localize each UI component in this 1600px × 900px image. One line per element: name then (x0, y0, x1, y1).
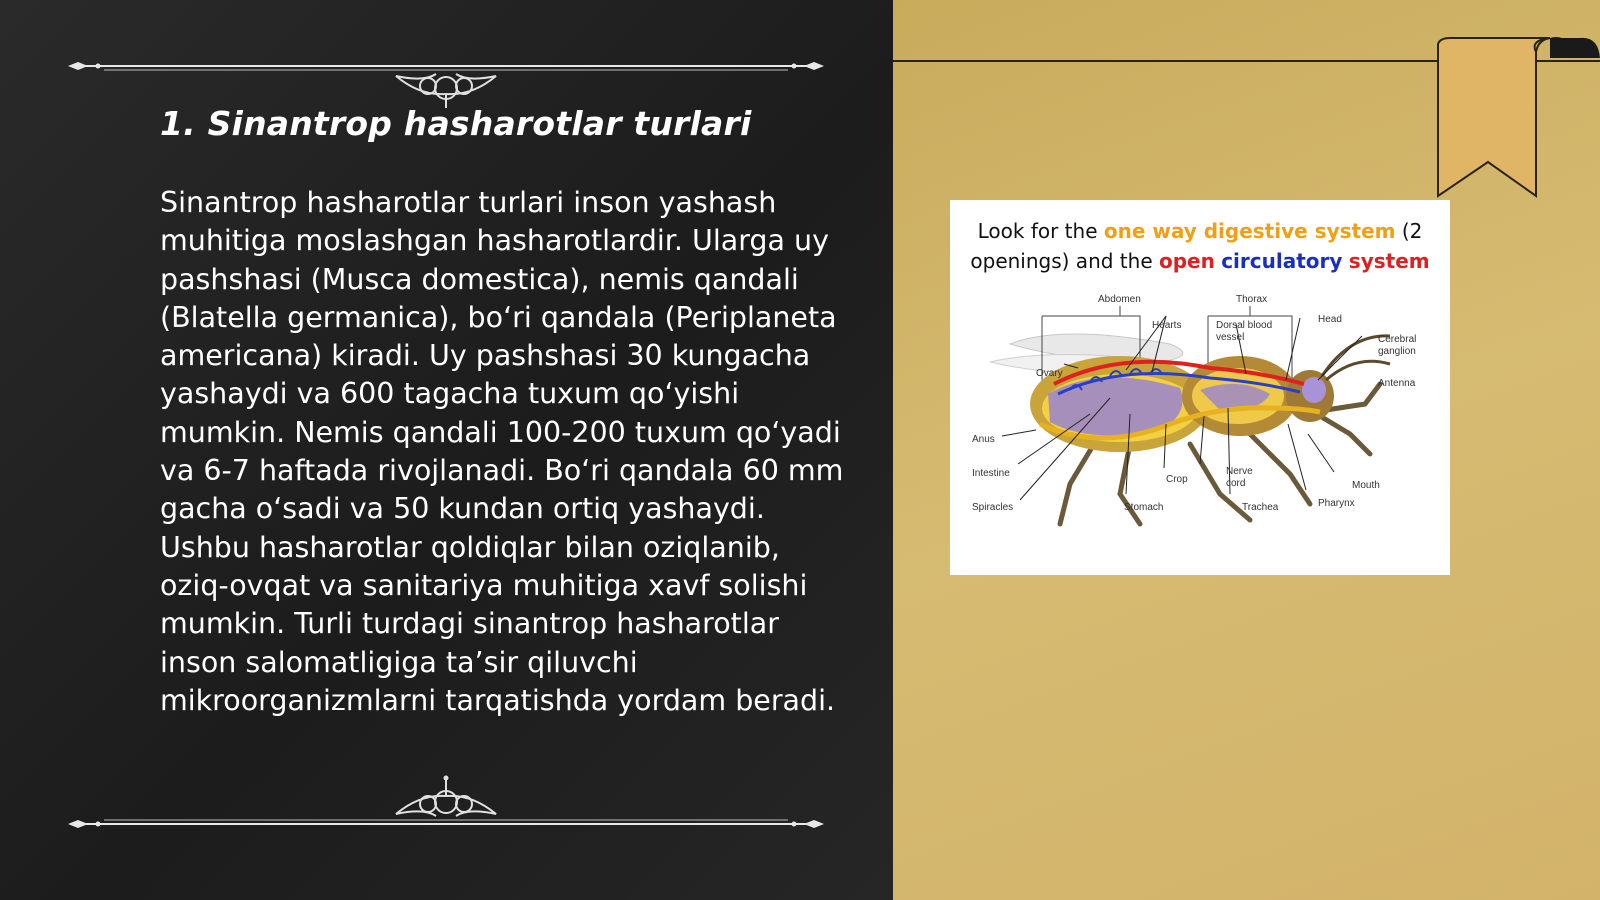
label-pharynx: Pharynx (1318, 498, 1355, 509)
slide-title: 1. Sinantrop hasharotlar turlari (160, 104, 752, 143)
caption-highlight-digestive: one way digestive system (1103, 219, 1396, 243)
label-intestine: Intestine (972, 468, 1010, 479)
label-spiracles: Spiracles (972, 502, 1014, 513)
insect-anatomy-diagram (970, 284, 1430, 564)
label-dorsal-blood-vessel-1: Dorsal blood (1216, 320, 1273, 331)
caption-highlight-circulatory: circulatory (1221, 249, 1343, 273)
label-cerebral-ganglion-2: ganglion (1378, 346, 1416, 357)
caption-text-1: Look for the (977, 219, 1104, 243)
label-anus: Anus (972, 434, 995, 445)
label-antenna: Antenna (1378, 378, 1416, 389)
label-head: Head (1318, 314, 1342, 325)
bookmark-ribbon-icon (1430, 0, 1600, 200)
label-abdomen: Abdomen (1098, 294, 1141, 305)
label-nerve-cord-1: Nerve (1226, 466, 1253, 477)
label-dorsal-blood-vessel-2: vessel (1216, 332, 1245, 343)
label-nerve-cord-2: cord (1226, 478, 1246, 489)
slide-body-text: Sinantrop hasharotlar turlari inson yashash muhitiga moslashgan hasharotlardir. Ularga uy pashshasi (Musca domestica), nemis qandali (Blatella germanica), bo‘ri qandala (Periplaneta americana) kiradi. Uy pashshasi 30 kungacha yashaydi va 600 tagacha tuxum qo‘yishi mumkin. Nemis qandali 100-200 tuxum qo‘yadi va 6-7 haftada rivojlanadi. Bo‘ri qandala 60 mm gacha o‘sadi va 50 kundan ortiq yashaydi. Ushbu hasharotlar qoldiqlar bilan oziqlanib, oziq-ovqat va sanitariya muhitiga xavf solishi mumkin. Turli turdagi sinantrop hasharotlar inson salomatligiga ta’sir qiluvchi mikroorganizmlarni tarqatishda yordam beradi. (160, 186, 844, 717)
label-crop: Crop (1166, 474, 1188, 485)
caption-text-2: (2 openings) and the (970, 219, 1423, 273)
label-stomach: Stomach (1124, 502, 1164, 513)
label-trachea: Trachea (1242, 502, 1279, 513)
label-cerebral-ganglion-1: Cerebral (1378, 334, 1417, 345)
top-ornament-divider (64, 50, 828, 110)
figure-caption (950, 216, 1450, 276)
bottom-ornament-divider (64, 772, 828, 832)
label-ovary: Ovary (1036, 368, 1063, 379)
caption-highlight-open: open (1158, 249, 1215, 273)
label-thorax: Thorax (1236, 294, 1268, 305)
label-mouth: Mouth (1352, 480, 1380, 491)
label-hearts: Hearts (1152, 320, 1182, 331)
insect-anatomy-figure (950, 200, 1450, 575)
caption-highlight-system: system (1348, 249, 1430, 273)
